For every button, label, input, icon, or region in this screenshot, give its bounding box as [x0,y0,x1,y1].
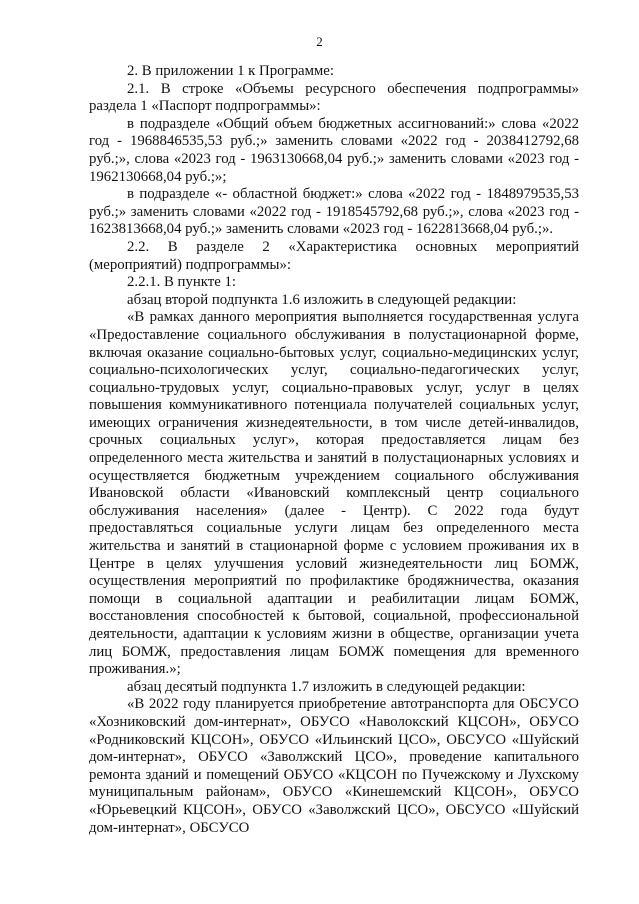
paragraph-quote-1-7: «В 2022 году планируется приобретение автотранспорта для ОБСУСО «Хозниковский дом-интернат», ОБУСО «Наволокский КЦСОН», ОБУСО «Родниковский КЦСОН», ОБУСО «Ильинский ЦСО», ОБСУСО «Шуйский дом-интернат», ОБУСО «Заволжский ЦСО», проведение капитального ремонта зданий и помещений ОБУСО «КЦСОН по Пучежскому и Лухскому муниципальным районам», ОБУСО «Кинешемский КЦСОН», ОБУСО «Юрьевецкий КЦСОН», ОБУСО «Заволжский ЦСО», ОБСУСО «Шуйский дом-интернат», ОБСУСО [89,696,579,836]
paragraph-item-2-1: 2.1. В строке «Объемы ресурсного обеспечения подпрограммы» раздела 1 «Паспорт подпрограммы»: [89,80,579,115]
paragraph-quote-1-6: «В рамках данного мероприятия выполняется государственная услуга «Предоставление социального обслуживания в полустационарной форме, включая оказание социально-бытовых услуг, социально-медицинских услуг, социально-психологических услуг, социально-педагогических услуг, социально-трудовых услуг, социально-правовых услуг, услуг в целях повышения коммуникативного потенциала получателей социальных услуг, имеющих ограничения жизнедеятельности, в том числе детей-инвалидов, срочных социальных услуг», которая предоставляется лицам без определенного места жительства и занятий в полустационарных условиях и осуществляется бюджетным учреждением социального обслуживания Ивановской области «Ивановский комплексный центр социального обслуживания населения» (далее - Центр). С 2022 года будут предоставляться социальные услуги лицам без определенного места жительства и занятий в стационарной форме с условием проживания их в Центре в целях улучшения условий жизнедеятельности лиц БОМЖ, осуществления мероприятий по профилактике бродяжничества, оказания помощи в социальной адаптации и реабилитации лицам БОМЖ, восстановления способностей к бытовой, социальной, профессиональной деятельности, адаптации к условиям жизни в обществе, организации учета лиц БОМЖ, предоставления лицам БОМЖ помещения для временного проживания.»; [89,309,579,678]
paragraph-subitem-1-6: абзац второй подпункта 1.6 изложить в следующей редакции: [127,291,517,308]
paragraph-item-2-2: 2.2. В разделе 2 «Характеристика основных мероприятий (мероприятий) подпрограммы»: [89,238,579,273]
page-number: 2 [316,34,323,49]
paragraph-subitem-1-7: абзац десятый подпункта 1.7 изложить в следующей редакции: [127,678,526,695]
paragraph-total-budget: в подразделе «Общий объем бюджетных ассигнований:» слова «2022 год - 1968846535,53 руб.;» заменить словами «2022 год - 2038412792,68 руб.;», слова «2023 год - 1963130668,04 руб.;» заменить словами «2023 год - 1962130668,04 руб.;»; [89,115,579,185]
paragraph-item-2: 2. В приложении 1 к Программе: [127,63,334,79]
document-body [89,63,579,837]
paragraph-regional-budget: в подразделе «- областной бюджет:» слова «2022 год - 1848979535,53 руб.;» заменить словами «2022 год - 1918545792,68 руб.;», слова «2023 год - 1623813668,04 руб.;» заменить словами «2023 год - 1622813668,04 руб.;». [89,186,579,238]
paragraph-item-2-2-1: 2.2.1. В пункте 1: [127,274,237,291]
